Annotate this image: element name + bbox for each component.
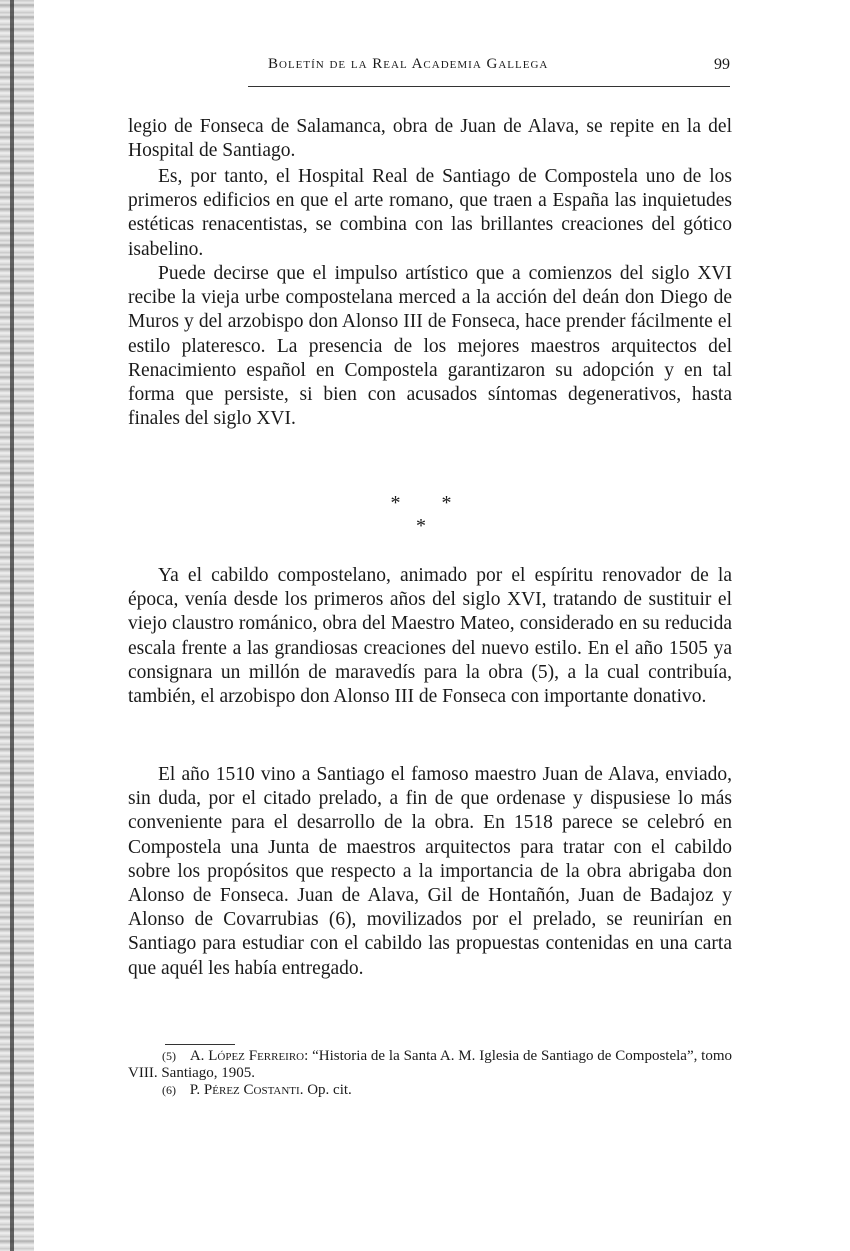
footnote-mark: (6): [162, 1083, 176, 1097]
footnote-text: “Historia de la Santa A. M. Iglesia de Santiago de Compostela”, tomo VIII. Santiago, 1905.: [128, 1048, 733, 1081]
footnotes: [128, 1048, 732, 1099]
footnote-author: P. Pérez Costanti.: [189, 1082, 304, 1098]
page-header: [250, 56, 730, 80]
section-divider: * * *: [390, 492, 470, 537]
footnote-text: Op. cit.: [307, 1082, 352, 1098]
paragraph-1: legio de Fonseca de Salamanca, obra de Juan de Alava, se repite en la del Hospital de Santiago.: [128, 116, 732, 162]
paragraph-3: Puede decirse que el impulso artístico que a comienzos del siglo XVI recibe la vieja urbe compostelana merced a la acción del deán don Diego de Muros y del arzobispo don Alonso III de Fonseca, hace prender fácilmente el estilo plateresco. La presencia de los mejores maestros arquitectos del Renacimiento español en Compostela garantizaron su adopción y en tal forma que persiste, si bien con acusados síntomas degenerativos, hasta finales del siglo XVI.: [128, 263, 732, 430]
footnote-author: A. López Ferreiro:: [189, 1048, 309, 1064]
paragraph-2: Es, por tanto, el Hospital Real de Santiago de Compostela uno de los primeros edificios en que el arte romano, que traen a España las inquietudes estéticas renacentistas, se combina con las brillantes creaciones del gótico isabelino.: [128, 166, 732, 260]
page-number: 99: [714, 56, 730, 73]
binding-shadow-line: [10, 0, 14, 1251]
footnote-mark: (5): [162, 1049, 176, 1063]
footnote: [128, 1048, 732, 1082]
footnote-rule: [165, 1044, 235, 1045]
paragraph-4: Ya el cabildo compostelano, animado por el espíritu renovador de la época, venía desde los primeros años del siglo XVI, tratando de sustituir el viejo claustro románico, obra del Maestro Mateo, considerado en su reducida escala frente a las grandiosas creaciones del nuevo estilo. En el año 1505 ya consignara un millón de maravedís para la obra (5), a la cual contribuía, también, el arzobispo don Alonso III de Fonseca con importante donativo.: [128, 565, 732, 708]
scanned-binding-edge: [0, 0, 34, 1251]
running-title: Boletín de la Real Academia Gallega: [268, 56, 549, 72]
footnote: [128, 1082, 732, 1099]
header-rule: [248, 86, 730, 87]
paragraph-5: El año 1510 vino a Santiago el famoso maestro Juan de Alava, enviado, sin duda, por el citado prelado, a fin de que ordenase y dispusiese lo más conveniente para el desarrollo de la obra. En 1518 parece se celebró en Compostela una Junta de maestros arquitectos para tratar con el cabildo sobre los propósitos que respecto a la importancia de la obra abrigaba don Alonso de Fonseca. Juan de Alava, Gil de Hontañón, Juan de Badajoz y Alonso de Covarrubias (6), movilizados por el prelado, se reunirían en Santiago para estudiar con el cabildo las propuestas contenidas en una carta que aquél les había entregado.: [128, 764, 732, 979]
